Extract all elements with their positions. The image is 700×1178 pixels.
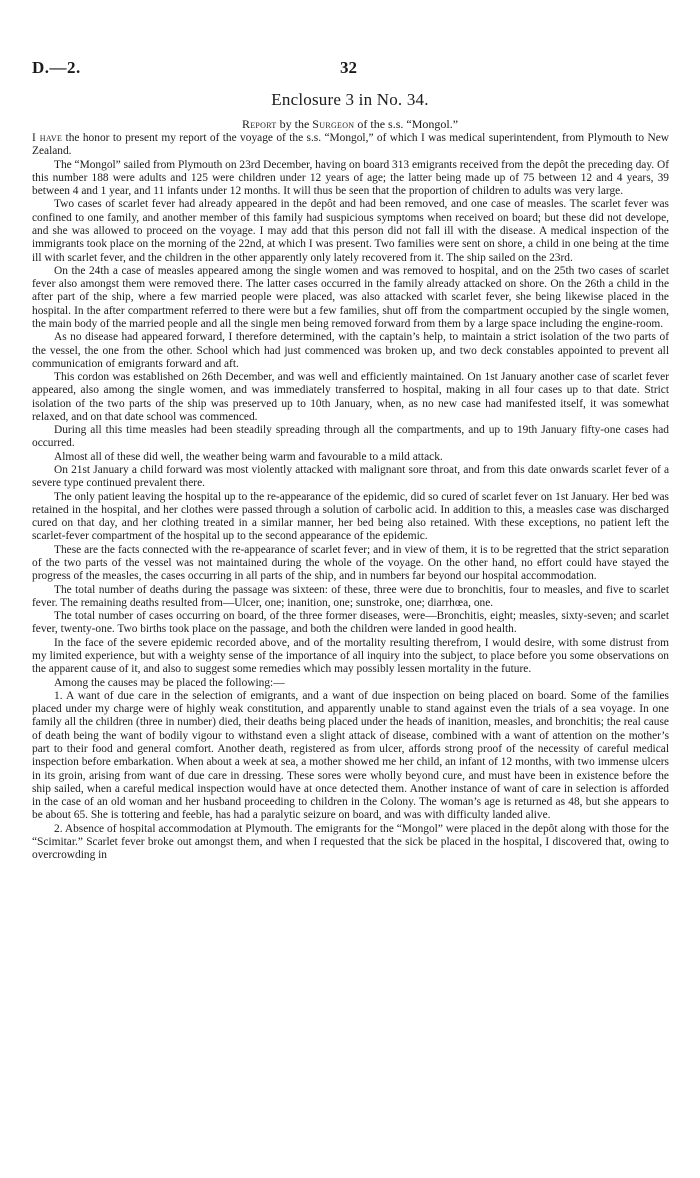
paragraph: The “Mongol” sailed from Plymouth on 23rd December, having on board 313 emigrants received from the depôt the preceding day. Of this number 188 were adults and 125 were children under 12 years of age; the latter being made up of 75 between 12 and 4 years, 39 between 4 and 1 year, and 11 infants under 12 months. It will thus be seen that the proportion of children to adults was very large. <box>32 158 669 198</box>
subtitle-role: Surgeon <box>312 117 355 131</box>
enclosure-title: Enclosure 3 in No. 34. <box>271 90 429 109</box>
opening-paragraph <box>32 132 669 159</box>
opening-rest: the honor to present my report of the voyage of the s.s. “Mongol,” of which I was medical superintendent, from Plymouth to New Zealand. <box>32 132 669 158</box>
paragraph: The only patient leaving the hospital up to the re-appearance of the epidemic, did so cured of scarlet fever on 1st January. Her bed was retained in the hospital, and her clothes were passed through a solution of carbolic acid. In addition to this, a measles case was discharged cured on that day, and her clothing treated in a similar manner, her bed being also retained. With these exceptions, no patient left the scarlet-fever compartment of the hospital up to the second appearance of the epidemic. <box>32 490 669 543</box>
subtitle-by: by the <box>279 117 310 131</box>
report-subtitle <box>0 117 700 132</box>
paragraph: Two cases of scarlet fever had already appeared in the depôt and had been removed, and one case of measles. The scarlet fever was confined to one family, and another member of this family had suspicious symptoms when received on board; but these did not develope, and she was allowed to proceed on the voyage. I may add that this person did not fall ill with the disease. A medical inspection of the immigrants took place on the morning of the 22nd, at which I was present. Two families were sent on shore, a child in one being at the time ill with scarlet fever, and the children in the other apparently only lately recovered from it. The ship sailed on the 23rd. <box>32 198 669 264</box>
opening-lead: I have <box>32 132 63 144</box>
paragraph: Almost all of these did well, the weather being warm and favourable to a mild attack. <box>54 450 443 463</box>
paragraph: As no disease had appeared forward, I therefore determined, with the captain’s help, to maintain a strict isolation of the two parts of the vessel, the one from the other. School which had just commenced was broken up, and two deck constables appointed to prevent all communication of emigrants forward and aft. <box>32 331 669 370</box>
subtitle-report-word: Report <box>241 117 277 131</box>
paragraph: These are the facts connected with the re-appearance of scarlet fever; and in view of them, it is to be regretted that the strict separation of the two parts of the vessel was not maintained during the whole of the voyage. On the other hand, no effort could have stayed the progress of the measles, the cases occurring in all parts of the ship, and in numbers far beyond our hospital accommodation. <box>32 543 669 583</box>
paragraph: 2. Absence of hospital accommodation at Plymouth. The emigrants for the “Mongol” were placed in the depôt along with those for the “Scimitar.” Scarlet fever broke out amongst them, and when I requested that the sick be placed in the hospital, I discovered that, owing to overcrowding in <box>32 822 669 862</box>
paragraph: The total number of deaths during the passage was sixteen: of these, three were due to bronchitis, four to measles, and five to scarlet fever. The remaining deaths resulted from—Ulcer, one; inanition, one; sunstroke, one; diarrhœa, one. <box>32 583 669 609</box>
paragraph: On 21st January a child forward was most violently attacked with malignant sore throat, and from this date onwards scarlet fever of a severe type continued prevalent there. <box>32 464 669 490</box>
report-body <box>32 132 669 862</box>
page-number: 32 <box>340 58 357 77</box>
paragraph: This cordon was established on 26th December, and was well and efficiently maintained. On 1st January another case of scarlet fever appeared, also among the single women, and was immediately transferred to hospital, making in all four cases up to that date. Strict isolation of the two parts of the ship was preserved up to 10th January, when, as no new case had manifested itself, it was somewhat relaxed, and on that date school was commenced. <box>32 371 669 423</box>
paragraph: 1. A want of due care in the selection of emigrants, and a want of due inspection on being placed on board. Some of the families placed under my charge were of highly weak constitution, and apparently unable to stand against even the trials of a sea voyage. In one family all the children (three in number) died, their deaths being placed under the heads of inanition, measles, and bronchitis; the real cause of death being the want of bodily vigour to withstand even a slight attack of disease, combined with a want of attention on the mother’s part to their food and general comfort. Another death, registered as from ulcer, affords strong proof of the necessity of careful medical inspection before embarkation. When about a week at sea, a mother showed me her child, an infant of 12 months, with two immense ulcers in its groin, arising from want of due care in dressing. These sores were wholly beyond cure, and must have been in existence before the ship sailed, when a careful medical inspection would have at once detected them. Another instance of want of care in selection is afforded in the case of an old woman and her husband proceeding to children in the Colony. The woman’s age is returned as 48, but she appears to be about 65. She is tottering and feeble, has had a paralytic seizure on board, and was with difficulty landed alive. <box>32 689 669 822</box>
subtitle-vessel: of the s.s. “Mongol.” <box>357 117 459 131</box>
paragraph: On the 24th a case of measles appeared among the single women and was removed to hospital, and on the 25th two cases of scarlet fever also amongst them were removed there. The latter cases occurred in the family already attacked on shore. On the 26th a child in the after part of the ship, where a few married people were placed, was also attacked with scarlet fever, she being likewise placed in the hospital. In the after compartment referred to there were but a few families, shut off from the compartment occupied by the single women, the main body of the married people and all the single men being removed forward from them by a large space including the engine-room. <box>32 264 669 330</box>
paragraph: Among the causes may be placed the following:— <box>54 676 285 689</box>
paragraph: During all this time measles had been steadily spreading through all the compartments, and up to 19th January fifty-one cases had occurred. <box>32 424 669 450</box>
paragraph: The total number of cases occurring on board, of the three former diseases, were—Bronchitis, eight; measles, sixty-seven; and scarlet fever, twenty-one. Two births took place on the passage, and both the children were landed in good health. <box>32 610 669 636</box>
paragraph: In the face of the severe epidemic recorded above, and of the mortality resulting therefrom, I would desire, with some distrust from my limited experience, but with a weighty sense of the importance of all inquiry into the subject, to place before you some observations on the apparent cause of it, and also to suggest some remedies which may possibly lessen mortality in the future. <box>32 636 669 676</box>
page-reference: D.—2. <box>32 58 81 77</box>
